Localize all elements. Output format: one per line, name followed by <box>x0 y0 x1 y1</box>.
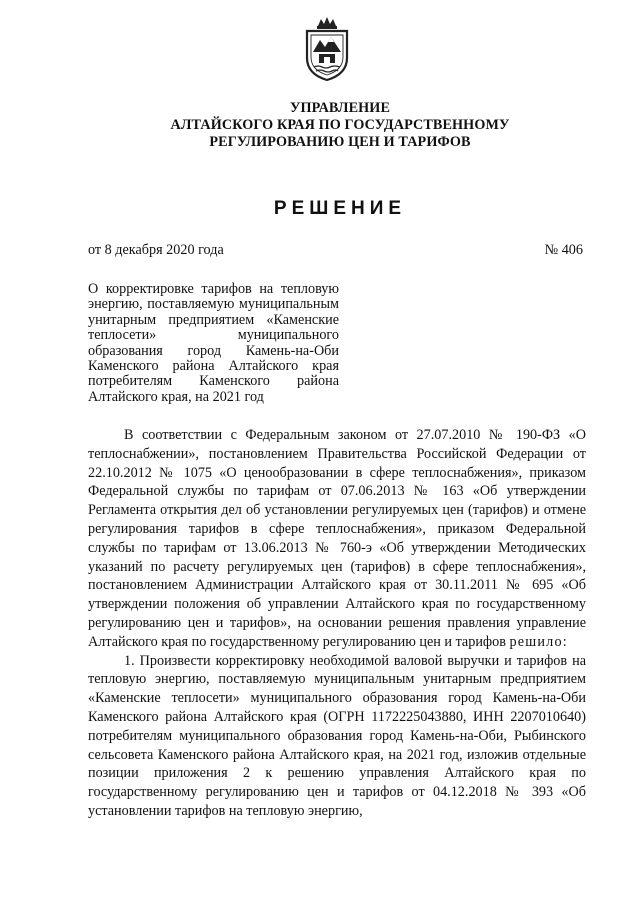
preamble-paragraph <box>88 426 586 652</box>
document-type-title: РЕШЕНИЕ <box>273 198 407 219</box>
decided-word: решило <box>509 633 563 650</box>
item-1-paragraph: 1. Произвести корректировку необходимой валовой выручки и тарифов на тепловую энергию, поставляемую муниципальным унитарным предприятием «Каменские теплосети» муниципального образования город Камень-на-Оби Каменского района Алтайского края (ОГРН 1172225043880, ИНН 2207010640) потребителям муниципального образования город Камень-на-Оби, Рыбинского сельсовета Каменского района Алтайского края, на 2021 год, изложив отдельные позиции приложения 2 к решению управления Алтайского края по государственному регулированию цен и тарифов от 04.12.2018 № 393 «Об установлении тарифов на тепловую энергию, <box>88 652 586 819</box>
document-date: от 8 декабря 2020 года <box>88 242 224 258</box>
agency-name <box>120 100 560 151</box>
preamble-text: В соответствии с Федеральным законом от 27.07.2010 № 190-ФЗ «О теплоснабжении», постановлением Правительства Российской Федерации от 22.10.2012 № 1075 «О ценообразовании в сфере теплоснабжения», приказом Федеральной службы по тарифам от 07.06.2013 № 163 «Об утверждении Регламента открытия дел об установлении регулируемых цен (тарифов) и отмене регулирования тарифов в сфере теплоснабжения», приказом Федеральной службы по тарифам от 13.06.2013 № 760-э «Об утверждении Методических указаний по расчету регулируемых цен (тарифов) в сфере теплоснабжения», постановлением Администрации Алтайского края от 30.11.2011 № 695 «Об утверждении положения об управлении Алтайского края по государственному регулированию цен и тарифов», на основании решения правления управление Алтайского края по государственному регулированию цен и тарифов <box>88 427 586 650</box>
agency-line: РЕГУЛИРОВАНИЮ ЦЕН И ТАРИФОВ <box>209 134 471 150</box>
coat-of-arms-icon <box>301 16 353 84</box>
agency-line: АЛТАЙСКОГО КРАЯ ПО ГОСУДАРСТВЕННОМУ <box>170 117 510 133</box>
document-subject: О корректировке тарифов на тепловую энергию, поставляемую муниципальным унитарным предприятием «Каменские теплосети» муниципального образования город Камень-на-Оби Каменского района Алтайского края потребителям Каменского района Алтайского края, на 2021 год <box>88 281 339 405</box>
decided-colon: : <box>562 633 567 650</box>
document-number: № 406 <box>544 242 583 258</box>
agency-line: УПРАВЛЕНИЕ <box>289 100 391 116</box>
document-body <box>88 426 586 821</box>
